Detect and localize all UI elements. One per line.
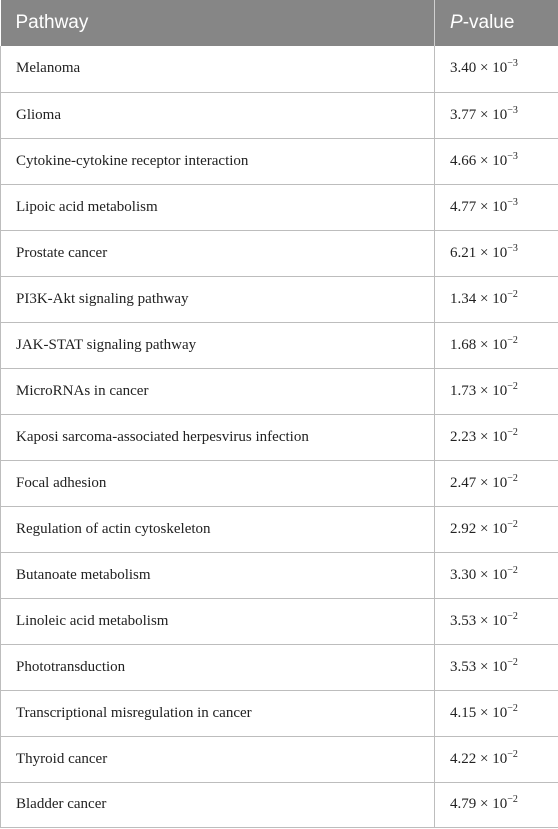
pvalue-mantissa: 1.34	[450, 290, 477, 307]
pathway-cell: MicroRNAs in cancer	[1, 368, 435, 414]
pvalue-mantissa: 3.77	[450, 106, 477, 123]
table-row	[1, 230, 558, 276]
pathway-cell: PI3K-Akt signaling pathway	[1, 276, 435, 322]
pvalue-mantissa: 2.92	[450, 520, 477, 537]
pvalue-exponent: −2	[507, 518, 518, 530]
pvalue-base: × 10	[476, 796, 508, 812]
pathway-cell: Prostate cancer	[1, 230, 435, 276]
pvalue-exponent: −2	[507, 656, 518, 668]
table-row	[1, 782, 558, 827]
pvalue-mantissa: 4.22	[450, 750, 477, 767]
pvalue-cell	[435, 736, 558, 782]
table-header	[1, 0, 558, 46]
pathway-cell: Cytokine-cytokine receptor interaction	[1, 138, 435, 184]
pathway-cell: JAK-STAT signaling pathway	[1, 322, 435, 368]
pvalue-base: × 10	[476, 198, 508, 215]
table-row	[1, 644, 558, 690]
pvalue-base: × 10	[476, 566, 508, 583]
pathway-cell: Lipoic acid metabolism	[1, 184, 435, 230]
table-row	[1, 92, 558, 138]
pathway-cell: Regulation of actin cytoskeleton	[1, 506, 435, 552]
pvalue-exponent: −2	[507, 426, 518, 438]
pvalue-cell	[435, 598, 558, 644]
pvalue-exponent: −2	[507, 380, 518, 392]
pvalue-base: × 10	[476, 520, 508, 537]
pvalue-cell	[435, 92, 558, 138]
pvalue-cell	[435, 276, 558, 322]
pvalue-exponent: −2	[507, 702, 518, 714]
pvalue-exponent: −3	[507, 196, 518, 208]
header-pvalue-rest: -value	[462, 12, 515, 33]
pvalue-cell	[435, 644, 558, 690]
table-row	[1, 598, 558, 644]
pvalue-base: × 10	[476, 750, 508, 767]
pathway-cell: Linoleic acid metabolism	[1, 598, 435, 644]
table-row	[1, 690, 558, 736]
pvalue-mantissa: 4.66	[450, 152, 477, 169]
pvalue-exponent: −2	[507, 748, 518, 760]
pathway-cell: Kaposi sarcoma-associated herpesvirus infection	[1, 414, 435, 460]
table-row	[1, 506, 558, 552]
pvalue-exponent: −2	[507, 794, 518, 805]
pvalue-mantissa: 6.21	[450, 244, 477, 261]
pvalue-mantissa: 3.53	[450, 612, 477, 629]
pathway-cell: Transcriptional misregulation in cancer	[1, 690, 435, 736]
pvalue-exponent: −2	[507, 610, 518, 622]
table-body	[1, 46, 558, 827]
table-row	[1, 184, 558, 230]
pvalue-cell	[435, 138, 558, 184]
pvalue-exponent: −3	[507, 242, 518, 254]
table-row	[1, 736, 558, 782]
pathway-cell: Bladder cancer	[1, 782, 435, 827]
pvalue-cell	[435, 184, 558, 230]
pvalue-mantissa: 1.68	[450, 336, 477, 353]
pathway-cell: Focal adhesion	[1, 460, 435, 506]
pvalue-base: × 10	[476, 60, 508, 77]
pvalue-mantissa: 4.77	[450, 198, 477, 215]
pvalue-exponent: −3	[507, 150, 518, 162]
table-row	[1, 322, 558, 368]
pathway-cell: Butanoate metabolism	[1, 552, 435, 598]
pvalue-base: × 10	[476, 106, 508, 123]
pvalue-base: × 10	[476, 428, 508, 445]
table-row	[1, 46, 558, 92]
pvalue-mantissa: 3.30	[450, 566, 477, 583]
pvalue-cell	[435, 552, 558, 598]
pathway-cell: Phototransduction	[1, 644, 435, 690]
pvalue-base: × 10	[476, 244, 508, 261]
pvalue-base: × 10	[476, 612, 508, 629]
pvalue-exponent: −2	[507, 334, 518, 346]
pathway-cell: Thyroid cancer	[1, 736, 435, 782]
pvalue-base: × 10	[476, 382, 508, 399]
table-row	[1, 368, 558, 414]
pvalue-exponent: −2	[507, 472, 518, 484]
table-row	[1, 414, 558, 460]
pathway-cell: Glioma	[1, 92, 435, 138]
pvalue-cell	[435, 782, 558, 827]
pvalue-mantissa: 2.23	[450, 428, 477, 445]
pvalue-cell	[435, 414, 558, 460]
header-pvalue-italic: P	[450, 12, 463, 33]
pvalue-cell	[435, 46, 558, 92]
pathway-cell: Melanoma	[1, 46, 435, 92]
pvalue-mantissa: 4.79	[450, 796, 477, 812]
pvalue-base: × 10	[476, 658, 508, 675]
header-pvalue	[435, 0, 558, 46]
pvalue-mantissa: 3.40	[450, 60, 477, 77]
pvalue-exponent: −3	[507, 104, 518, 116]
table-row	[1, 138, 558, 184]
pvalue-mantissa: 2.47	[450, 474, 477, 491]
header-row	[1, 0, 558, 46]
table-row	[1, 552, 558, 598]
pvalue-cell	[435, 368, 558, 414]
header-pathway: Pathway	[1, 0, 435, 46]
pvalue-cell	[435, 460, 558, 506]
table-row	[1, 276, 558, 322]
pvalue-cell	[435, 230, 558, 276]
table-row	[1, 460, 558, 506]
pvalue-base: × 10	[476, 474, 508, 491]
pvalue-base: × 10	[476, 704, 508, 721]
pvalue-cell	[435, 506, 558, 552]
pvalue-base: × 10	[476, 152, 508, 169]
pvalue-mantissa: 4.15	[450, 704, 477, 721]
pvalue-mantissa: 1.73	[450, 382, 477, 399]
pvalue-cell	[435, 322, 558, 368]
pvalue-mantissa: 3.53	[450, 658, 477, 675]
pvalue-cell	[435, 690, 558, 736]
pvalue-exponent: −2	[507, 564, 518, 576]
pvalue-exponent: −3	[507, 58, 518, 70]
pvalue-base: × 10	[476, 290, 508, 307]
pvalue-exponent: −2	[507, 288, 518, 300]
pvalue-base: × 10	[476, 336, 508, 353]
